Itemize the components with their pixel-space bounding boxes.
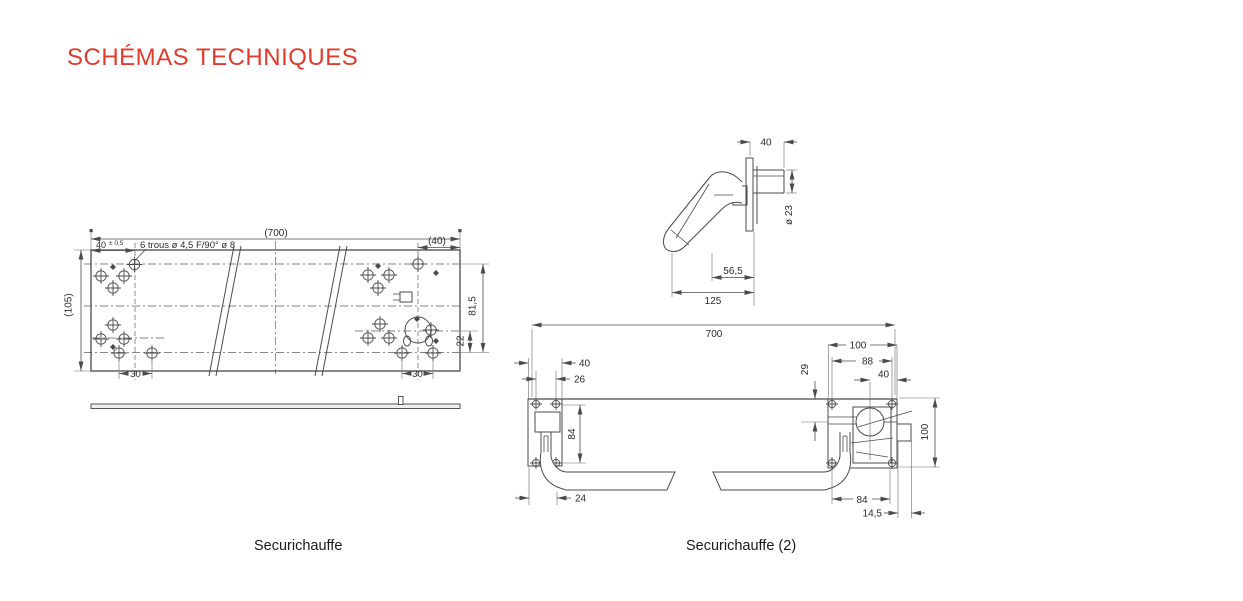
right-handle xyxy=(713,452,851,490)
dim-26: 26 xyxy=(574,374,586,386)
dim-40-right: 40 xyxy=(877,369,890,381)
right-bracket xyxy=(826,398,912,469)
dim-40-tolerance: ± 0,5 xyxy=(109,240,124,247)
dim-100: 100 xyxy=(849,340,867,352)
dim-40-left: 40 xyxy=(579,358,591,370)
plate-side-view xyxy=(91,397,460,409)
hole-cluster-top-left xyxy=(93,264,132,296)
handle-side-view xyxy=(663,138,797,308)
dim-40-label: 40 xyxy=(96,240,107,250)
dim-84-left: 84 xyxy=(567,428,578,440)
break-lines xyxy=(209,246,347,376)
dim-88: 88 xyxy=(861,356,874,368)
dim-81-5-label: 81,5 xyxy=(467,296,479,316)
dim-30l-label: 30 xyxy=(130,369,141,380)
dim-29: 29 xyxy=(800,363,811,376)
handle-front-view xyxy=(514,325,940,520)
figure-securichauffe xyxy=(64,228,490,409)
dim-125: 125 xyxy=(704,296,722,307)
dim-24: 24 xyxy=(575,493,587,505)
latch-bolt xyxy=(897,424,911,441)
caption-securichauffe: Securichauffe xyxy=(254,538,343,554)
dimensions-securichauffe xyxy=(64,228,490,380)
dim-30r-label: 30 xyxy=(412,369,423,380)
hole-cluster-top-right xyxy=(360,263,397,296)
caption-securichauffe-2: Securichauffe (2) xyxy=(686,538,797,554)
handle-lever xyxy=(663,172,742,252)
dim-56-5: 56,5 xyxy=(723,266,743,277)
page-title: SCHÉMAS TECHNIQUES xyxy=(67,44,359,71)
left-handle xyxy=(540,452,675,490)
holes-misc xyxy=(111,256,441,361)
dim-22-label: 22 xyxy=(455,335,467,347)
holes-note: 6 trous ø 4,5 F/90° ø 8 xyxy=(140,240,236,251)
dim-100-vertical: 100 xyxy=(920,423,931,441)
hole-cluster-bottom-left xyxy=(93,317,132,350)
dim-700-label: (700) xyxy=(264,228,288,239)
dim-84-bottom: 84 xyxy=(856,494,868,506)
dim-40r-label: (40) xyxy=(428,236,446,247)
figure-securichauffe-2 xyxy=(514,138,940,520)
dim-14-5: 14,5 xyxy=(862,508,882,520)
square-cutout xyxy=(393,292,412,302)
dim-shaft-diameter: ø 23 xyxy=(784,204,795,226)
dim-105-label: (105) xyxy=(63,293,75,317)
dim-700: 700 xyxy=(705,329,723,340)
dim-40-protrusion: 40 xyxy=(760,137,772,149)
centerlines xyxy=(84,241,461,380)
